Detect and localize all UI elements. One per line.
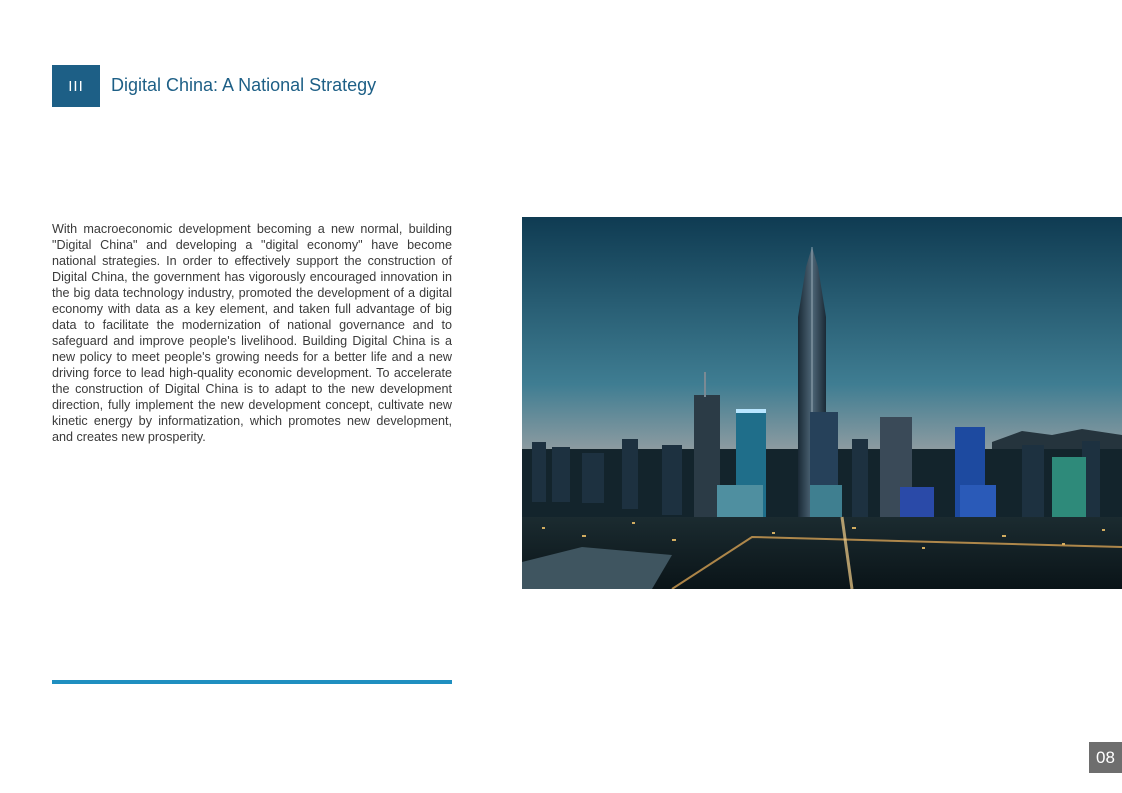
section-title: Digital China: A National Strategy — [111, 75, 377, 95]
bottom-rule — [52, 680, 452, 684]
city-skyline-photo — [522, 217, 1122, 589]
page-number-badge: 08 — [1089, 742, 1122, 773]
section-number-badge: III — [52, 65, 100, 107]
body-paragraph: With macroeconomic development becoming a new normal, building "Digital China" and developing a "digital economy" have become national strategies. In order to effectively support the construction of Digital China, the government has vigorously encouraged innovation in the big data technology industry, promoted the development of a digital economy with data as a key element, and taken full advantage of big data to facilitate the modernization of national governance and to safeguard and improve people's livelihood. Building Digital China is a new policy to meet people's growing needs for a better life and a new driving force to lead high-quality economic development. To accelerate the construction of Digital China is to adapt to the new development direction, fully implement the new development concept, cultivate new kinetic energy by informatization, which promotes new development, and creates new prosperity. — [52, 222, 452, 444]
